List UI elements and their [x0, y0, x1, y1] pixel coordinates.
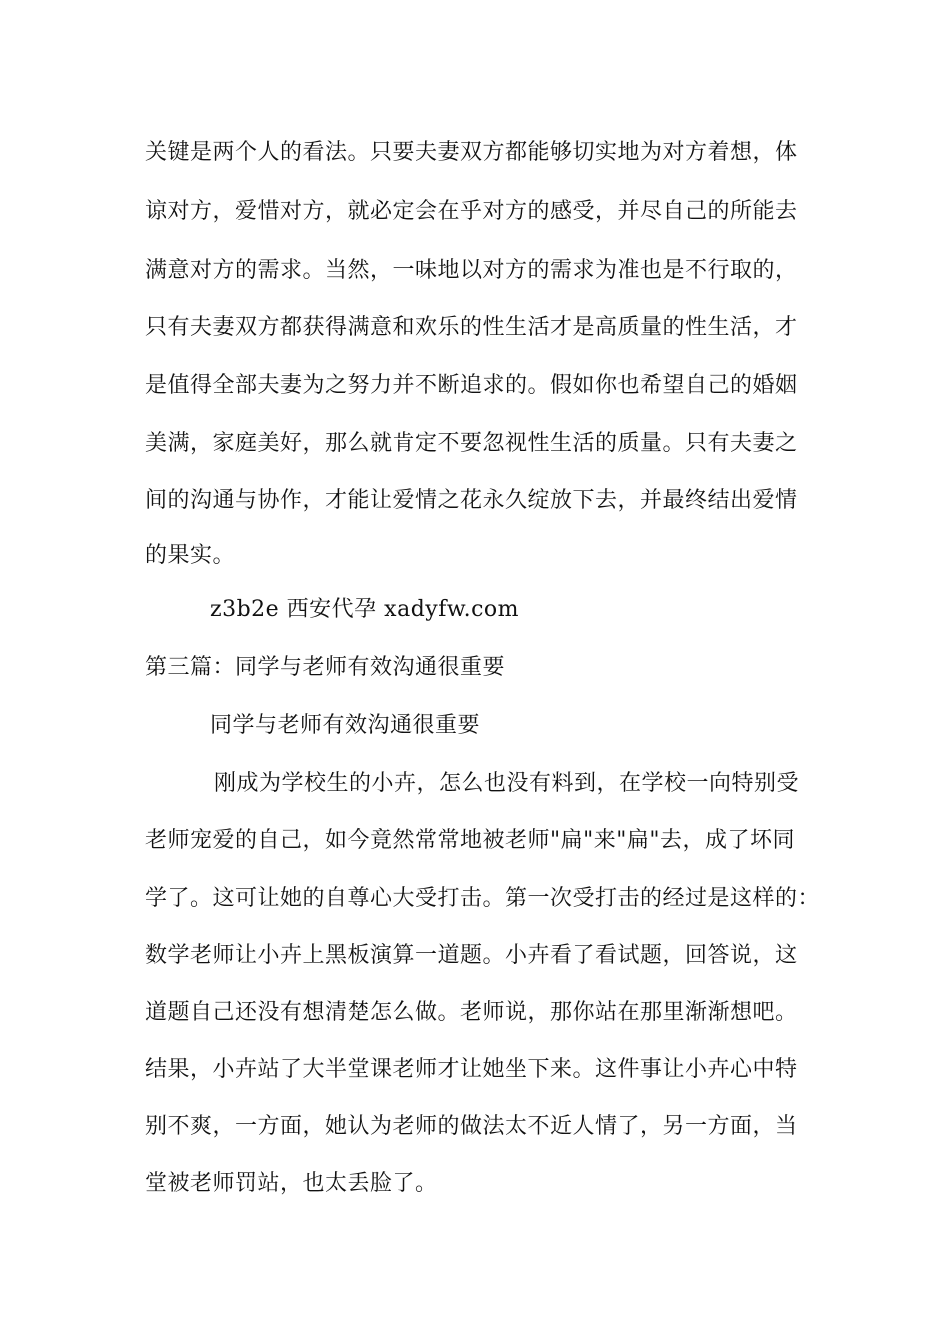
paragraph-2-line-7: 别不爽，一方面，她认为老师的做法太不近人情了，另一方面，当: [145, 1114, 798, 1139]
note-line: z3b2e 西安代孕 xadyfw.com: [210, 597, 519, 622]
section-heading: 第三篇：同学与老师有效沟通很重要: [145, 655, 506, 680]
paragraph-2-line-8: 堂被老师罚站，也太丢脸了。: [145, 1171, 438, 1196]
paragraph-1-line-4: 只有夫妻双方都获得满意和欢乐的性生活才是高质量的性生活，才: [145, 315, 798, 340]
paragraph-1-line-3: 满意对方的需求。当然，一味地以对方的需求为准也是不行取的，: [145, 258, 798, 283]
paragraph-2-line-4: 数学老师让小卉上黑板演算一道题。小卉看了看试题，回答说，这: [145, 943, 798, 968]
paragraph-1-line-7: 间的沟通与协作，才能让爱情之花永久绽放下去，并最终结出爱情: [145, 488, 798, 513]
section-title: 同学与老师有效沟通很重要: [210, 713, 481, 738]
paragraph-2-line-6: 结果，小卉站了大半堂课老师才让她坐下来。这件事让小卉心中特: [145, 1057, 798, 1082]
paragraph-1-line-8: 的果实。: [145, 543, 236, 568]
paragraph-2-line-2: 老师宠爱的自己，如今竟然常常地被老师"扁"来"扁"去，成了坏同: [145, 828, 795, 853]
paragraph-1-line-5: 是值得全部夫妻为之努力并不断追求的。假如你也希望自己的婚姻: [145, 373, 798, 398]
paragraph-2-line-5: 道题自己还没有想清楚怎么做。老师说，那你站在那里渐渐想吧。: [145, 1000, 798, 1025]
paragraph-1-line-2: 谅对方，爱惜对方，就必定会在乎对方的感受，并尽自己的所能去: [145, 199, 798, 224]
paragraph-2-line-1: 刚成为学校生的小卉，怎么也没有料到，在学校一向特别受: [214, 771, 800, 796]
paragraph-2-line-3: 学了。这可让她的自尊心大受打击。第一次受打击的经过是这样的：: [145, 886, 821, 911]
paragraph-1-line-6: 美满，家庭美好，那么就肯定不要忽视性生活的质量。只有夫妻之: [145, 431, 798, 456]
paragraph-1-line-1: 关键是两个人的看法。只要夫妻双方都能够切实地为对方着想，体: [145, 140, 798, 165]
